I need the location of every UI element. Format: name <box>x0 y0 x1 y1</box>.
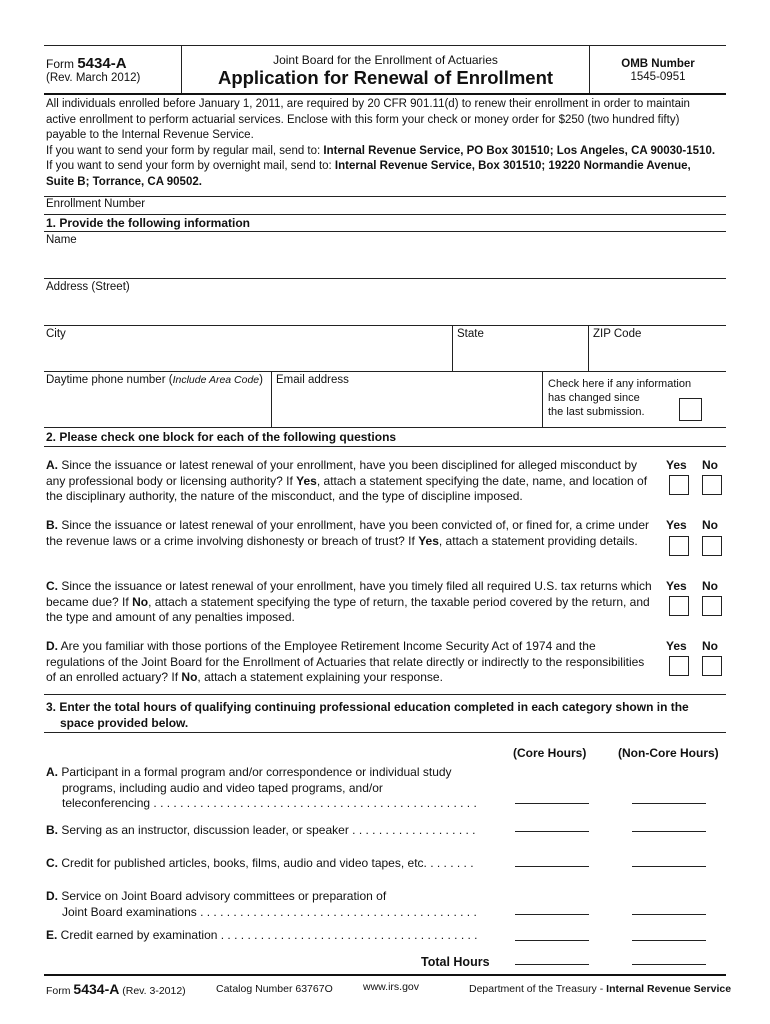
question-a: A. Since the issuance or latest renewal of your enrollment, have you been disciplined for alleged misconduct by any professional body or licensing authority? If Yes, attach a statement specifying the date, name, and location of the disciplinary authority, the nature of the misconduct, and the type of discipline imposed. <box>46 458 648 503</box>
question-d: D. Are you familiar with those portions of the Employee Retirement Income Security Act of 1974 and the regulations of the Joint Board for the Enrollment of Actuaries that relate directly or indirectly to the responsibilities of an enrolled actuary? If No, attach a statement explaining your response. <box>46 639 645 684</box>
agency-name: Joint Board for the Enrollment of Actuaries <box>273 53 498 67</box>
rule-address <box>44 278 726 279</box>
form-revision: (Rev. March 2012) <box>46 72 141 84</box>
question-a-yes-label: Yes <box>666 458 687 472</box>
header-bottom-rule <box>44 93 726 95</box>
question-b-yes-label: Yes <box>666 518 687 532</box>
question-b-yes-checkbox[interactable] <box>669 536 689 556</box>
intro-paragraph: All individuals enrolled before January 1, 2011, are required by 20 CFR 901.11(d) to renew their enrollment in order to maintain active enrollment to perform actuarial services. Enclose with this form your check or money order for $250 (two hundred fifty) payable to the Internal Revenue Service. If you want to send your form by regular mail, send to: Internal Revenue Service, PO Box 301510; Los Angeles, CA 90030-1510. If you want to send your form by overnight mail, send to: Internal Revenue Service, Box 301510; 19220 Normandie Avenue, Suite B; Torrance, CA 90502. <box>46 98 716 188</box>
rule-name <box>44 231 726 232</box>
form-id: Form 5434-A <box>46 55 127 72</box>
question-d-yes-label: Yes <box>666 639 687 653</box>
rule-city <box>44 325 726 326</box>
education-item-d: D. Service on Joint Board advisory committees or preparation of Joint Board examinations . . . . . . . . . . . . . . . . . . . . . . . . . . . . . . . . . . . . . . . . . . <box>46 889 477 919</box>
item-d-noncore-input[interactable] <box>632 914 706 915</box>
item-b-core-input[interactable] <box>515 831 589 832</box>
divider-changed <box>542 371 543 427</box>
info-changed-label: Check here if any information has changed since the last submission. <box>548 378 692 418</box>
footer-department: Department of the Treasury - Internal Revenue Service <box>469 983 732 995</box>
noncore-hours-header: (Non-Core Hours) <box>618 746 719 760</box>
form-title: Application for Renewal of Enrollment <box>217 67 554 88</box>
state-field[interactable]: State <box>457 328 484 340</box>
rule-section2-heading <box>44 446 726 447</box>
education-item-a: A. Participant in a formal program and/or correspondence or individual study programs, including audio and video taped programs, and/or teleconferencing . . . . . . . . . . . . . . . . . . . . . . . . . . . . . . . . . . . . . . . . . . . . . . . . . <box>46 765 477 810</box>
education-item-b: B. Serving as an instructor, discussion leader, or speaker . . . . . . . . . . . . . . . . . . . <box>46 823 476 837</box>
divider-state <box>452 325 453 371</box>
item-e-noncore-input[interactable] <box>632 940 706 941</box>
zip-field[interactable]: ZIP Code <box>593 328 642 340</box>
item-d-core-input[interactable] <box>515 914 589 915</box>
name-field[interactable]: Name <box>46 234 77 246</box>
question-a-no-checkbox[interactable] <box>702 475 722 495</box>
item-b-noncore-input[interactable] <box>632 831 706 832</box>
question-b-no-label: No <box>702 518 718 532</box>
rule-enrollment <box>44 196 726 197</box>
email-field[interactable]: Email address <box>276 374 349 386</box>
phone-field[interactable]: Daytime phone number (Include Area Code) <box>46 374 263 386</box>
overnight-mail-address: Internal Revenue Service, Box 301510; 19220 Normandie Avenue, Suite B; Torrance, CA 90502. <box>46 160 691 188</box>
item-a-noncore-input[interactable] <box>632 803 706 804</box>
total-hours-label: Total Hours <box>421 955 490 969</box>
question-d-yes-checkbox[interactable] <box>669 656 689 676</box>
question-d-no-label: No <box>702 639 718 653</box>
rule-section2 <box>44 427 726 428</box>
address-field[interactable]: Address (Street) <box>46 281 130 293</box>
footer-website: www.irs.gov <box>363 981 420 993</box>
top-rule <box>44 45 726 46</box>
regular-mail-address: Internal Revenue Service, PO Box 301510; Los Angeles, CA 90030-1510. <box>323 144 716 157</box>
question-a-yes-checkbox[interactable] <box>669 475 689 495</box>
footer-catalog: Catalog Number 63767O <box>216 983 333 995</box>
total-noncore-input[interactable] <box>632 964 706 965</box>
question-b-no-checkbox[interactable] <box>702 536 722 556</box>
education-item-e: E. Credit earned by examination . . . . . . . . . . . . . . . . . . . . . . . . . . . . . . . . . . . . . . . <box>46 928 478 942</box>
item-e-core-input[interactable] <box>515 940 589 941</box>
rule-section3-heading <box>44 732 726 733</box>
form-number: 5434-A <box>77 55 127 72</box>
divider-zip <box>588 325 589 371</box>
question-c: C. Since the issuance or latest renewal of your enrollment, have you timely filed all required U.S. tax returns which became due? If No, attach a statement specifying the type of return, the taxable period covered by the return, and the type and amount of any penalties imposed. <box>46 579 652 624</box>
section2-heading: 2. Please check one block for each of the following questions <box>46 430 397 444</box>
question-c-no-checkbox[interactable] <box>702 596 722 616</box>
core-hours-header: (Core Hours) <box>513 746 587 760</box>
question-c-yes-label: Yes <box>666 579 687 593</box>
omb-number: 1545-0951 <box>630 71 686 83</box>
item-a-core-input[interactable] <box>515 803 589 804</box>
enrollment-number-field[interactable]: Enrollment Number <box>46 198 146 210</box>
footer-form-id: Form 5434-A (Rev. 3-2012) <box>46 981 186 997</box>
total-core-input[interactable] <box>515 964 589 965</box>
question-c-yes-checkbox[interactable] <box>669 596 689 616</box>
section1-heading: 1. Provide the following information <box>46 216 251 230</box>
question-a-no-label: No <box>702 458 718 472</box>
info-changed-checkbox[interactable] <box>679 398 702 421</box>
item-c-noncore-input[interactable] <box>632 866 706 867</box>
rule-section3 <box>44 694 726 695</box>
question-d-no-checkbox[interactable] <box>702 656 722 676</box>
question-c-no-label: No <box>702 579 718 593</box>
omb-label: OMB Number <box>621 58 695 70</box>
rule-phone <box>44 371 726 372</box>
item-c-core-input[interactable] <box>515 866 589 867</box>
section3-heading: 3. Enter the total hours of qualifying continuing professional education completed in each category shown in the space provided below. <box>46 700 689 730</box>
education-item-c: C. Credit for published articles, books, films, audio and video tapes, etc. . . . . . . . <box>46 856 474 870</box>
divider-email <box>271 371 272 427</box>
city-field[interactable]: City <box>46 328 66 340</box>
footer-rule <box>44 974 726 976</box>
rule-section1 <box>44 214 726 215</box>
question-b: B. Since the issuance or latest renewal of your enrollment, have you been convicted of, or fined for, a crime under the revenue laws or a crime involving dishonesty or breach of trust? If Yes, attach a statement providing details. <box>46 518 649 548</box>
